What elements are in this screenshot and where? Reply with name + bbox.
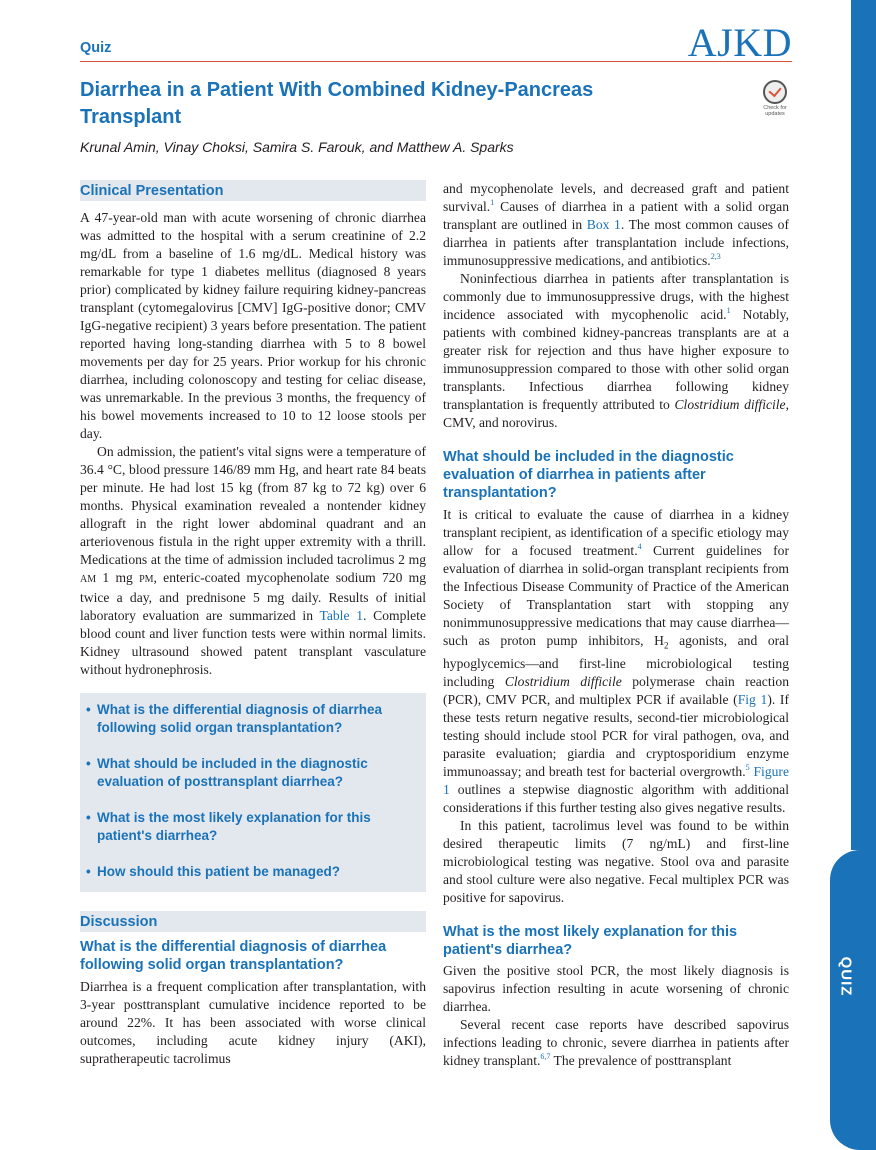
rp2-part-c: , CMV, and norovirus. [443,397,789,430]
section-label: Quiz [80,40,112,56]
rp3-part-c: agonists, and oral hypoglycemics—and first-line microbiological testing including [443,633,789,689]
right-paragraph-1 [443,180,789,270]
discussion-paragraph-1: Diarrhea is a frequent complication after transplantation, with 3-year posttransplant cumulative incidence reported to be around 22%. It has been associated with worse clinical outcomes, including acute kidney injury (AKI), supratherapeutic tacrolimus [80,979,426,1066]
subscript-2: 2 [663,640,669,651]
citation-4[interactable]: 4 [637,542,642,551]
am-label: AM [80,574,97,585]
left-column [80,180,426,1068]
citation-6-7[interactable]: 6,7 [540,1051,551,1061]
page-title: Diarrhea in a Patient With Combined Kidney-Pancreas Transplant [80,79,594,128]
organism-name: Clostridium difficile [674,397,786,412]
author-list: Krunal Amin, Vinay Choksi, Samira S. Farouk, and Matthew A. Sparks [80,139,514,155]
check-badge-text: Check for updates [763,105,787,117]
question-item: • What should be included in the diagnostic evaluation of posttransplant diarrhea? [86,755,416,791]
check-updates-icon [763,80,787,104]
right-paragraph-3 [443,506,789,817]
diagnostic-evaluation-question: What should be included in the diagnostic evaluation of diarrhea in patients after transplantation? [443,449,734,501]
clinical-presentation-heading: Clinical Presentation [80,180,426,201]
clinical-p2-part-b: 1 mg [102,570,133,585]
box-1-link[interactable]: Box 1 [586,217,621,232]
rp3-part-e: ). If these tests return negative results, second-tier microbiological testing should include stool PCR for viral pathogen, ova, and parasite evaluation; giardia and cryptosporidium enzyme immunoassay; and breath test for bacterial overgrowth. [443,691,789,779]
right-paragraph-4: In this patient, tacrolimus level was found to be within desired therapeutic limits (7 ng/mL) and first-line microbiological testing was negative. Stool ova and parasite and stool culture were also negative. Fecal multiplex PCR was positive for sapovirus. [443,817,789,905]
citation-5[interactable]: 5 [745,762,750,772]
figure-1-link[interactable]: Fig 1 [737,691,768,707]
table-1-link[interactable]: Table 1 [319,608,364,623]
journal-logo[interactable]: AJKD [687,20,792,65]
side-tab-label [833,948,859,1008]
rp3-part-f: outlines a stepwise diagnostic algorithm with additional considerations if this further testing also gives negative results. [443,781,789,815]
header-rule [80,61,792,62]
rp2-part-a: Noninfectious diarrhea in patients after transplantation is commonly due to immunosuppressive drugs, with the highest incidence associated with mycophenolic acid. [443,271,789,322]
figure-1-link-2[interactable]: Figure 1 [443,763,789,797]
likely-explanation-question: What is the most likely explanation for this patient's diarrhea? [443,923,738,958]
rp3-part-b: Current guidelines for evaluation of diarrhea in solid-organ transplant recipients from the Infectious Disease Community of Practice of the American Society of Transplantation start with stopping any nonimmunosuppressive medications that may cause diarrhea—such as proton pump inhibitors, H [443,543,789,648]
rp3-part-d: polymerase chain reaction (PCR), CMV PCR, and multiplex PCR if available ( [443,673,789,707]
clinical-paragraph-2 [80,443,426,679]
right-paragraph-2 [443,270,789,432]
clinical-p2-part-d: . Complete blood count and liver function tests were within normal limits. Kidney ultrasound showed patent transplant vasculature without hydronephrosis. [80,608,426,677]
right-column [443,180,789,1070]
rp6-part-a: Several recent case reports have described sapovirus infections leading to chronic, severe diarrhea in patients after kidney transplant. [443,1016,789,1068]
discussion-heading: Discussion [80,911,426,932]
citation-2-3[interactable]: 2,3 [710,252,721,261]
right-paragraph-5: Given the positive stool PCR, the most likely diagnosis is sapovirus infection resulting in acute worsening of chronic diarrhea. [443,962,789,1014]
rp1-part-a: and mycophenolate levels, and decreased graft and patient survival. [443,181,789,214]
question-item: • What is the differential diagnosis of diarrhea following solid organ transplantation? [86,701,416,737]
citation-1b[interactable]: 1 [726,306,731,315]
pm-label: PM [139,574,154,585]
rp1-part-c: . The most common causes of diarrhea in patients after transplantation include infections, immunosuppressive medications, and antibiotics. [443,217,789,268]
citation-1[interactable]: 1 [490,198,495,207]
organism-name-2: Clostridium difficile [504,673,622,689]
rp2-part-b: Notably, patients with combined kidney-pancreas transplants are at a greater risk for rejection and thus have higher exposure to immunosuppression compared to those with other solid organ transplants. Infectious diarrhea following kidney transplantation is frequently attributed to [443,307,789,412]
question-box [80,693,426,892]
differential-diagnosis-question: What is the differential diagnosis of diarrhea following solid organ transplantation? [80,939,387,973]
right-edge-strip [851,0,876,850]
question-list [86,701,416,881]
question-item: • How should this patient be managed? [86,863,416,881]
check-for-updates-badge[interactable] [760,80,790,116]
right-paragraph-6 [443,1016,789,1070]
clinical-paragraph-1: A 47-year-old man with acute worsening of chronic diarrhea was admitted to the hospital with a serum creatinine of 2.2 mg/dL from a baseline of 1.6 mg/dL. Medical history was remarkable for type 1 diabetes mellitus (diagnosed 8 years prior) complicated by kidney failure requiring kidney-pancreas transplant (cytomegalovirus [CMV] IgG-positive donor; CMV IgG-negative recipient) 3 years before presentation. The patient reported having long-standing diarrhea with 5 to 8 bowel movements per day for 25 years. Prior workup for his chronic diarrhea, including colonoscopy and testing for celiac disease, was unremarkable. In the previous 3 months, the frequency of his bowel movements increased to 10 to 12 loose stools per day. [80,210,426,441]
rp1-part-b: Causes of diarrhea in a patient with a solid organ transplant are outlined in [443,199,789,232]
rp3-part-a: It is critical to evaluate the cause of diarrhea in a kidney transplant recipient, as identification of a specific etiology may allow for a focused treatment. [443,507,789,558]
clinical-p2-part-a: On admission, the patient's vital signs were a temperature of 36.4 °C, blood pressure 146/89 mm Hg, and heart rate 84 beats per minute. He had lost 15 kg (from 87 kg to 72 kg) over 6 months. Physical examination revealed a nontender kidney allograft in the right lower abdominal quadrant and an arteriovenous fistula in the right upper extremity with a thrill. Medications at the time of admission included tacrolimus 2 mg [80,444,426,567]
rp6-part-b: The prevalence of posttransplant [550,1052,732,1068]
clinical-p2-part-c: , enteric-coated mycophenolate sodium 720 mg twice a day, and prednisone 5 mg daily. Results of initial laboratory evaluation are summarized in [80,570,427,623]
side-tab-text: QUIZ [837,956,855,997]
question-item: • What is the most likely explanation for this patient's diarrhea? [86,809,416,845]
